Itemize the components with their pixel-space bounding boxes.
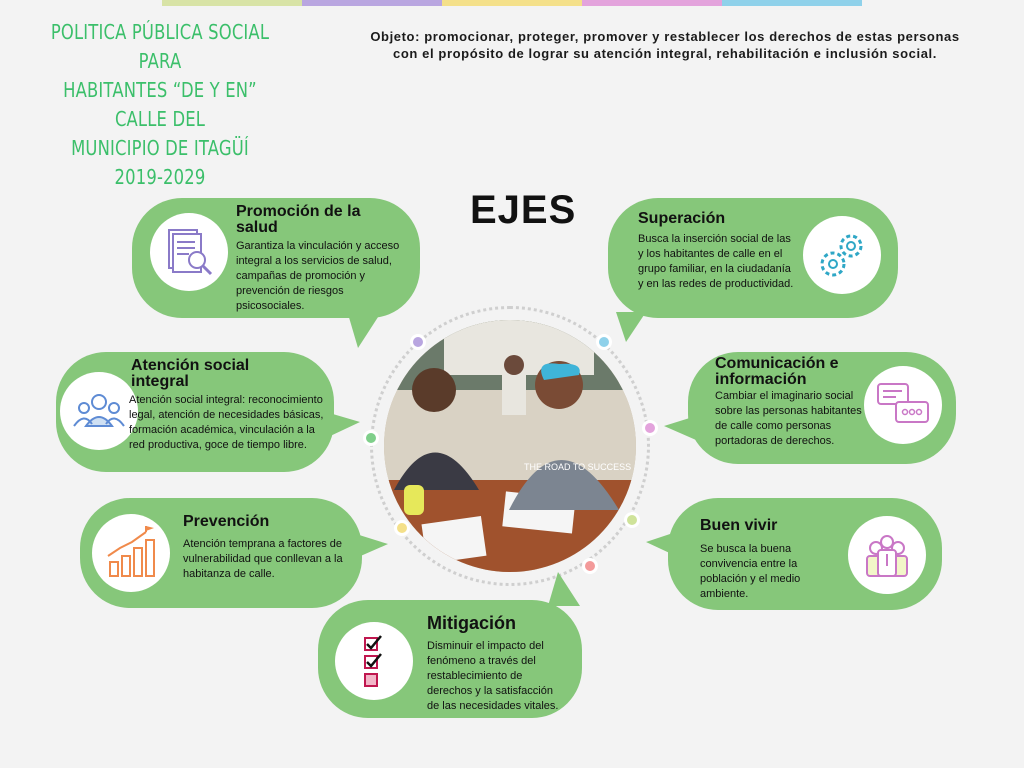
dot-blue — [596, 334, 612, 350]
superacion-title: Superación — [638, 210, 726, 227]
objective-text: Objeto: promocionar, proteger, promover y restablecer los derechos de estas personas con el propósito de lograr su atención integral, rehabilitación e inclusión social. — [370, 29, 960, 61]
mitigacion-icon-circle — [335, 622, 413, 700]
center-photo — [384, 320, 636, 572]
prevencion-text: Atención temprana a factores de vulnerabilidad que conllevan a la habitanza de calle. — [183, 538, 343, 580]
atencion-text: Atención social integral: reconocimiento legal, atención de necesidades básicas, formación académica, vinculación a la red productiva, goce de tiempo libre. — [129, 394, 324, 451]
top-color-bar — [0, 0, 1024, 6]
superacion-icon-circle — [803, 216, 881, 294]
atencion-icon-circle — [60, 372, 138, 450]
comunicacion-icon-circle — [864, 366, 942, 444]
ejes-heading: EJES — [470, 188, 577, 232]
comunicacion-text: Cambiar el imaginario social sobre las personas habitantes de calle como personas portadoras de derechos. — [715, 390, 862, 447]
people-group-icon — [70, 382, 128, 440]
promocion-text: Garantiza la vinculación y acceso integral a los servicios de salud, campañas de promoción y prevención de riesgos psicosociales. — [236, 240, 400, 312]
buenvivir-title: Buen vivir — [700, 517, 778, 534]
growth-chart-icon — [102, 524, 160, 582]
shirt-text: THE ROAD TO SUCCESS — [524, 462, 632, 472]
dot-green — [363, 430, 379, 446]
community-people-icon — [858, 526, 916, 584]
buenvivir-icon-circle — [848, 516, 926, 594]
promocion-icon-circle — [150, 213, 228, 291]
dot-purple — [410, 334, 426, 350]
buenvivir-text: Se busca la buena convivencia entre la población y el medio ambiente. — [700, 543, 801, 600]
superacion-text: Busca la inserción social de las y los habitantes de calle en el grupo familiar, en la ciudadanía y en las redes de productividad. — [638, 233, 794, 290]
document-search-icon — [161, 224, 217, 280]
chat-bubbles-icon — [874, 376, 932, 434]
dot-coral — [582, 558, 598, 574]
dot-yellow — [394, 520, 410, 536]
atencion-title: Atención social integral — [131, 357, 250, 390]
dot-pink — [642, 420, 658, 436]
checklist-icon — [345, 632, 403, 690]
mitigacion-title: Mitigación — [427, 613, 516, 633]
dot-lime — [624, 512, 640, 528]
prevencion-title: Prevención — [183, 513, 270, 530]
prevencion-icon-circle — [92, 514, 170, 592]
comunicacion-title: Comunicación e información — [715, 355, 839, 388]
promocion-title: Promoción de la salud — [236, 203, 361, 236]
mitigacion-text: Disminuir el impacto del fenómeno a través del restablecimiento de derechos y la satisfacción de las necesidades vitales. — [427, 640, 559, 712]
page-title: POLITICA PÚBLICA SOCIAL PARA HABITANTES “DE Y EN” CALLE DEL MUNICIPIO DE ITAGÜÍ 2019-2029 — [50, 20, 270, 189]
gears-icon — [813, 226, 871, 284]
